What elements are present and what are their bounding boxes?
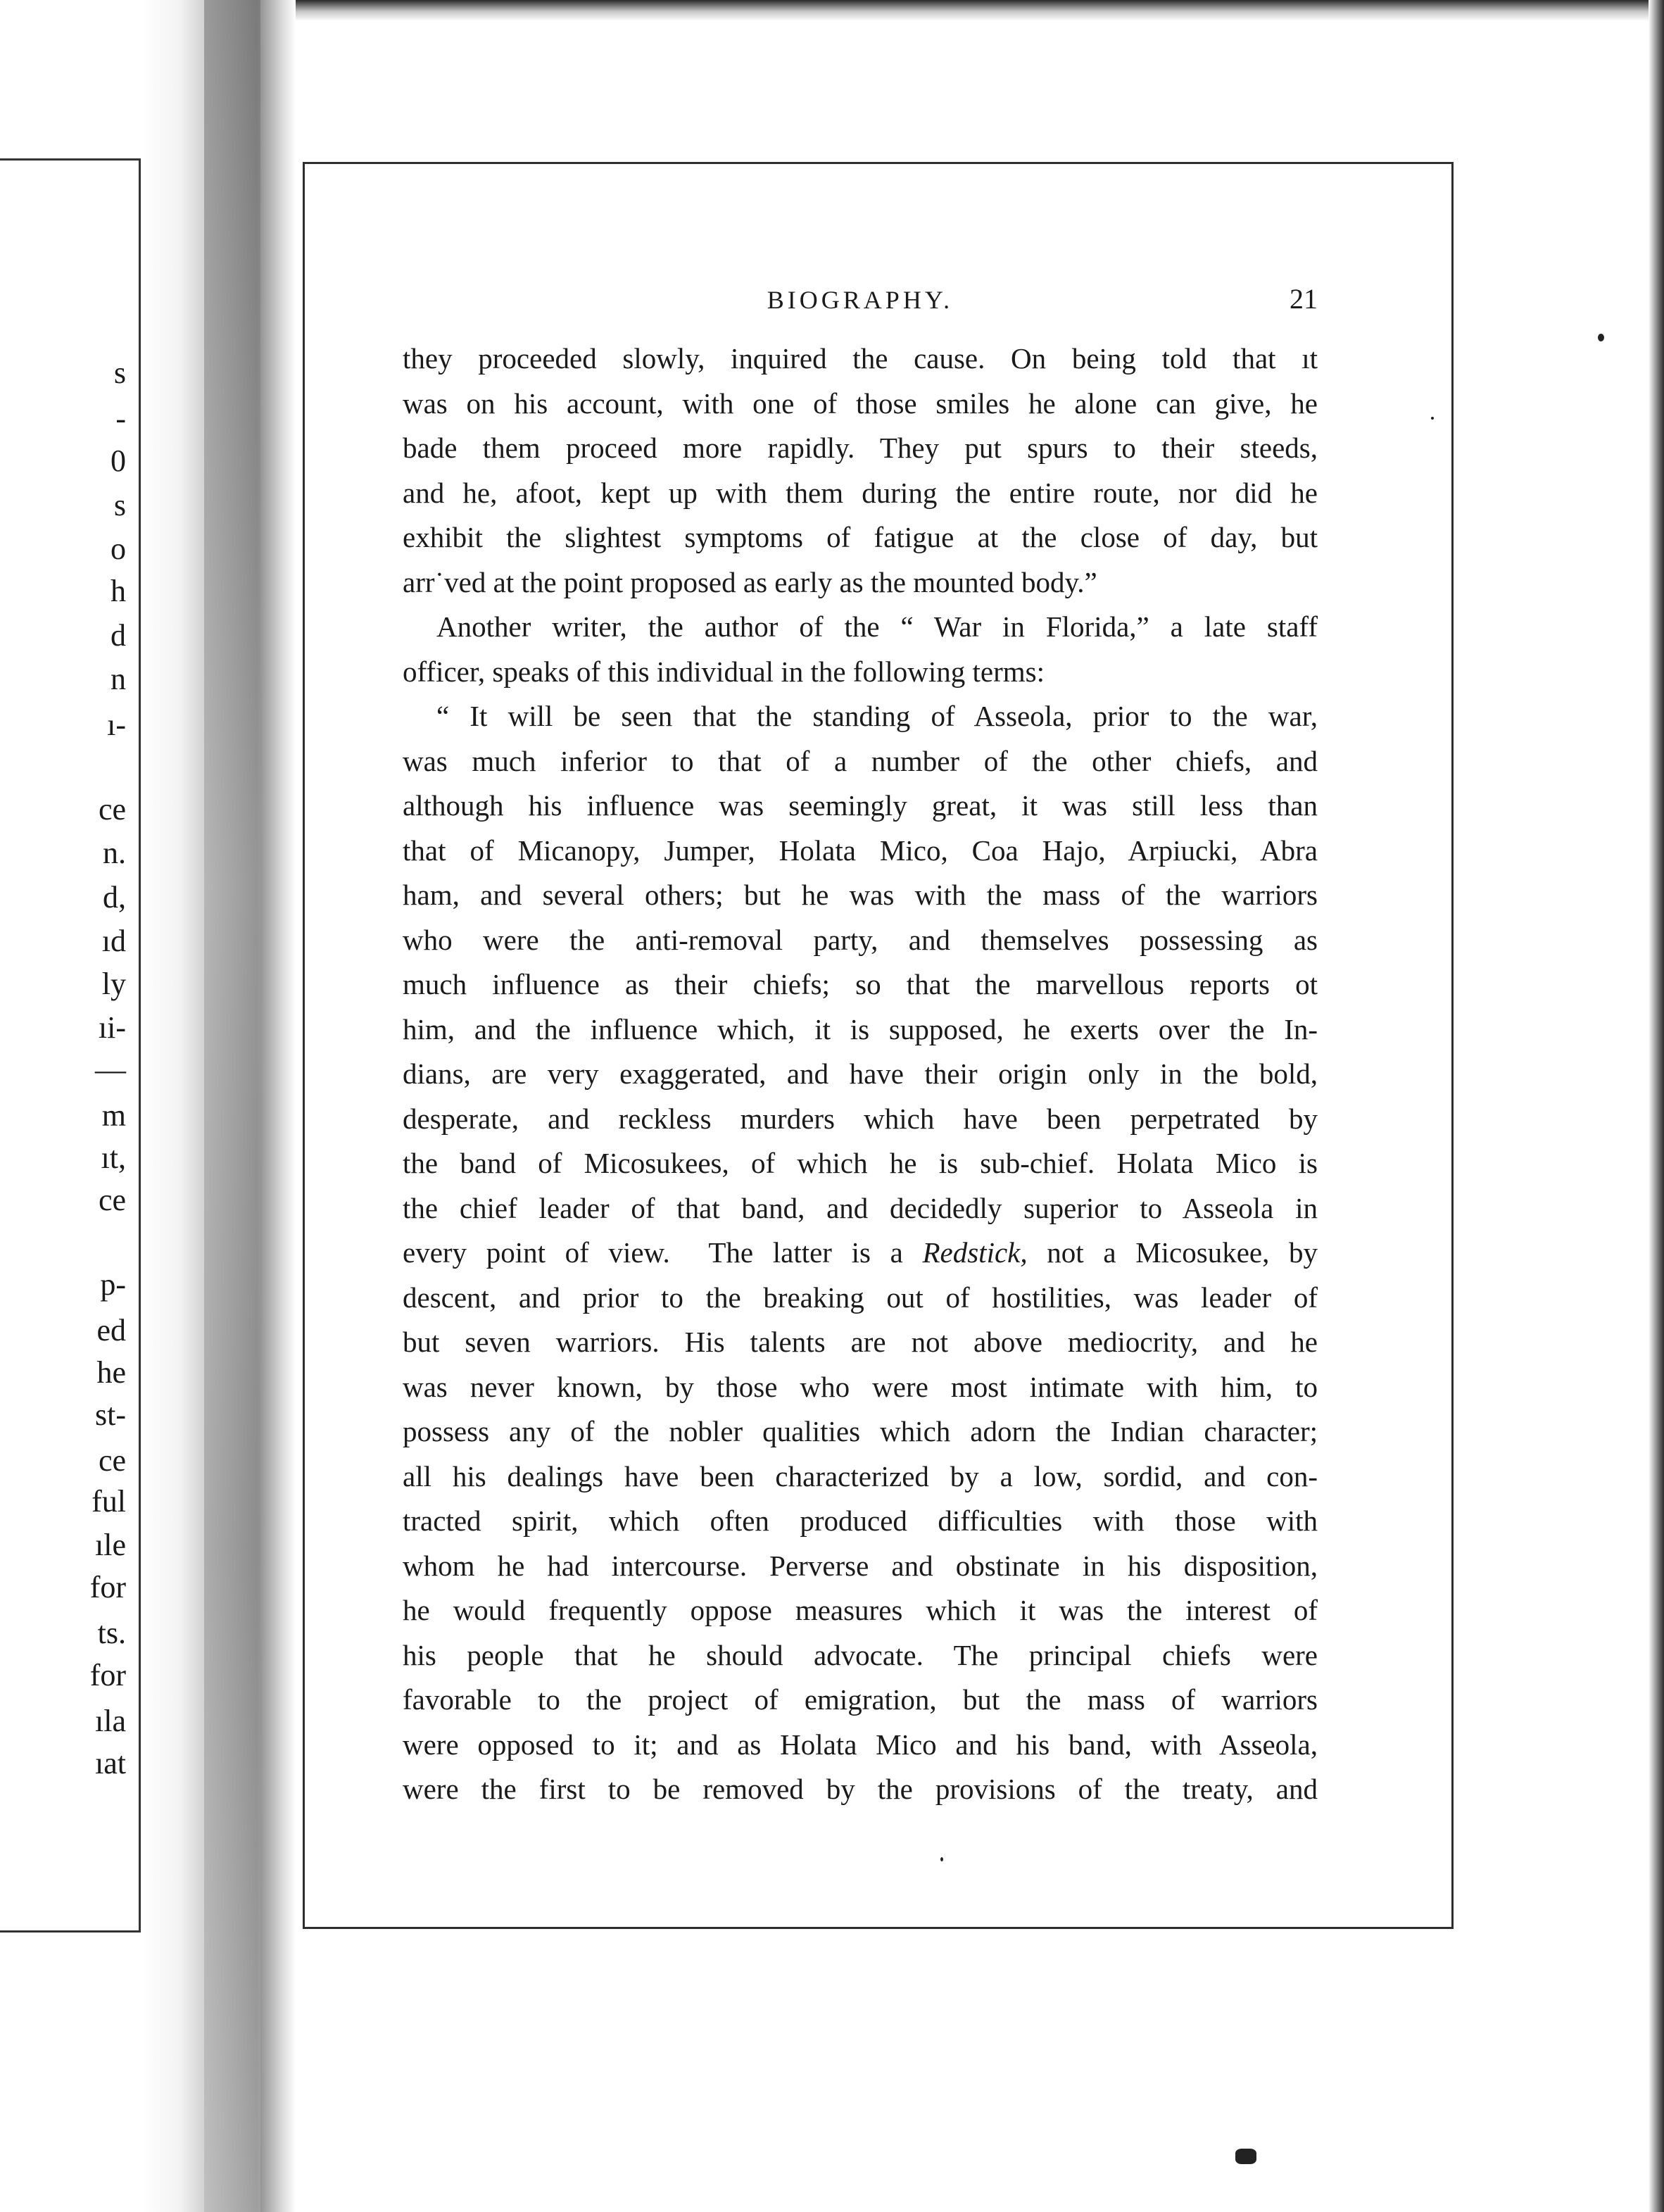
facing-page-text-fragment: —: [95, 1052, 126, 1087]
text-line: dians, are very exaggerated, and have their origin only in the bold,: [403, 1057, 1318, 1090]
facing-page-text-fragment: ed: [96, 1313, 126, 1347]
text-line: he would frequently oppose measures which it was the interest of: [403, 1594, 1318, 1626]
text-line: but seven warriors. His talents are not above mediocrity, and he: [403, 1326, 1318, 1358]
facing-page-text-fragment: -: [115, 401, 126, 436]
text-line: his people that he should advocate. The principal chiefs were: [403, 1638, 1318, 1671]
scan-speck: [1431, 417, 1434, 420]
text-line: was never known, by those who were most intimate with him, to: [403, 1370, 1318, 1403]
facing-page-text-fragment: s: [113, 488, 126, 522]
text-line: exhibit the slightest symptoms of fatigue at the close of day, but: [403, 521, 1318, 553]
text-segment: not a Micosukee, by: [1027, 1236, 1318, 1269]
italic-word: Redstick,: [922, 1236, 1028, 1269]
facing-page-text-fragment: ts.: [97, 1616, 126, 1650]
text-line: was much inferior to that of a number of the other chiefs, and: [403, 744, 1318, 777]
body-text: [403, 337, 1318, 1812]
text-line: were opposed to it; and as Holata Mico and his band, with Asseola,: [403, 1728, 1318, 1761]
facing-page-text-fragment: for: [89, 1658, 126, 1692]
text-segment: every point of view. The latter is a: [403, 1236, 923, 1269]
text-line: much influence as their chiefs; so that the marvellous reports ot: [403, 968, 1318, 1000]
running-head: [403, 278, 1318, 320]
text-line: was on his account, with one of those smiles he alone can give, he: [403, 387, 1318, 420]
facing-page-text-fragment: ıt,: [101, 1140, 126, 1175]
facing-page-fragment: [0, 158, 141, 1933]
text-line: who were the anti-removal party, and themselves possessing as: [403, 923, 1318, 956]
facing-page-text-fragment: ıd: [101, 924, 126, 958]
text-line: desperate, and reckless murders which have been perpetrated by: [403, 1102, 1318, 1135]
scan-right-edge: [1649, 0, 1664, 2212]
text-line: all his dealings have been characterized by a low, sordid, and con-: [403, 1459, 1318, 1493]
facing-page-text-fragment: s: [113, 356, 126, 390]
text-line: officer, speaks of this individual in the following terms:: [403, 655, 1045, 688]
text-line: the chief leader of that band, and decidedly superior to Asseola in: [403, 1191, 1318, 1224]
facing-page-text-fragment: ly: [101, 967, 126, 1001]
text-line: descent, and prior to the breaking out of hostilities, was leader of: [403, 1281, 1318, 1314]
text-line: that of Micanopy, Jumper, Holata Mico, Coa Hajo, Arpiucki, Abra: [403, 834, 1318, 867]
page-number: 21: [1290, 283, 1318, 315]
page-title: BIOGRAPHY.: [767, 286, 954, 314]
facing-page-text-fragment: ıle: [95, 1528, 126, 1562]
facing-page-text-fragment: n: [111, 662, 126, 696]
scan-top-shadow: [176, 0, 1664, 21]
text-line: possess any of the nobler qualities which adorn the Indian character;: [403, 1415, 1318, 1447]
text-line: although his influence was seemingly great, it was still less than: [403, 789, 1318, 822]
facing-page-text-fragment: h: [111, 574, 126, 608]
facing-page-text-fragment: 0: [111, 444, 126, 478]
facing-page-text-fragment: ıla: [95, 1704, 126, 1738]
facing-page-text-fragment: ce: [98, 792, 126, 827]
text-line: arr˙ved at the point proposed as early as the mounted body.”: [403, 565, 1097, 598]
facing-page-text-fragment: ce: [98, 1183, 126, 1217]
facing-page-text-fragment: st-: [95, 1397, 126, 1432]
text-line: favorable to the project of emigration, but the mass of warriors: [403, 1683, 1318, 1716]
scan-speck: [1235, 2149, 1256, 2164]
scan-speck: [1598, 334, 1604, 341]
text-line: whom he had intercourse. Perverse and obstinate in his disposition,: [403, 1549, 1318, 1582]
facing-page-text-fragment: d: [111, 618, 126, 653]
facing-page-text-fragment: ıi-: [98, 1010, 126, 1045]
text-line: [403, 1231, 1318, 1276]
book-spine-shadow: [204, 0, 260, 2212]
facing-page-text-fragment: p-: [100, 1267, 126, 1302]
facing-page-text-fragment: ıat: [95, 1746, 126, 1780]
facing-page-text-fragment: d,: [103, 880, 126, 915]
facing-page-text-fragment: ce: [98, 1443, 126, 1478]
text-line: bade them proceed more rapidly. They put spurs to their steeds,: [403, 432, 1318, 464]
text-line: him, and the influence which, it is supposed, he exerts over the In-: [403, 1012, 1318, 1045]
text-line: and he, afoot, kept up with them during the entire route, nor did he: [403, 476, 1318, 509]
text-line: were the first to be removed by the provisions of the treaty, and: [403, 1773, 1318, 1805]
text-line: the band of Micosukees, of which he is sub-chief. Holata Mico is: [403, 1147, 1318, 1179]
text-line: “ It will be seen that the standing of Asseola, prior to the war,: [436, 700, 1318, 732]
facing-page-text-fragment: for: [89, 1570, 126, 1604]
facing-page-text-fragment: m: [101, 1098, 126, 1133]
text-line: they proceeded slowly, inquired the cause. On being told that ıt: [403, 342, 1318, 375]
facing-page-text-fragment: ful: [92, 1484, 126, 1519]
facing-page-text-fragment: n.: [103, 836, 126, 870]
text-line: tracted spirit, which often produced difficulties with those with: [403, 1504, 1318, 1537]
facing-page-text-fragment: he: [96, 1355, 126, 1390]
text-line: Another writer, the author of the “ War in Florida,” a late staff: [436, 610, 1318, 643]
text-line: ham, and several others; but he was with the mass of the warriors: [403, 879, 1318, 911]
scan-speck: [940, 1857, 943, 1861]
facing-page-text-fragment: ı-: [107, 708, 126, 742]
facing-page-text-fragment: o: [111, 532, 126, 566]
